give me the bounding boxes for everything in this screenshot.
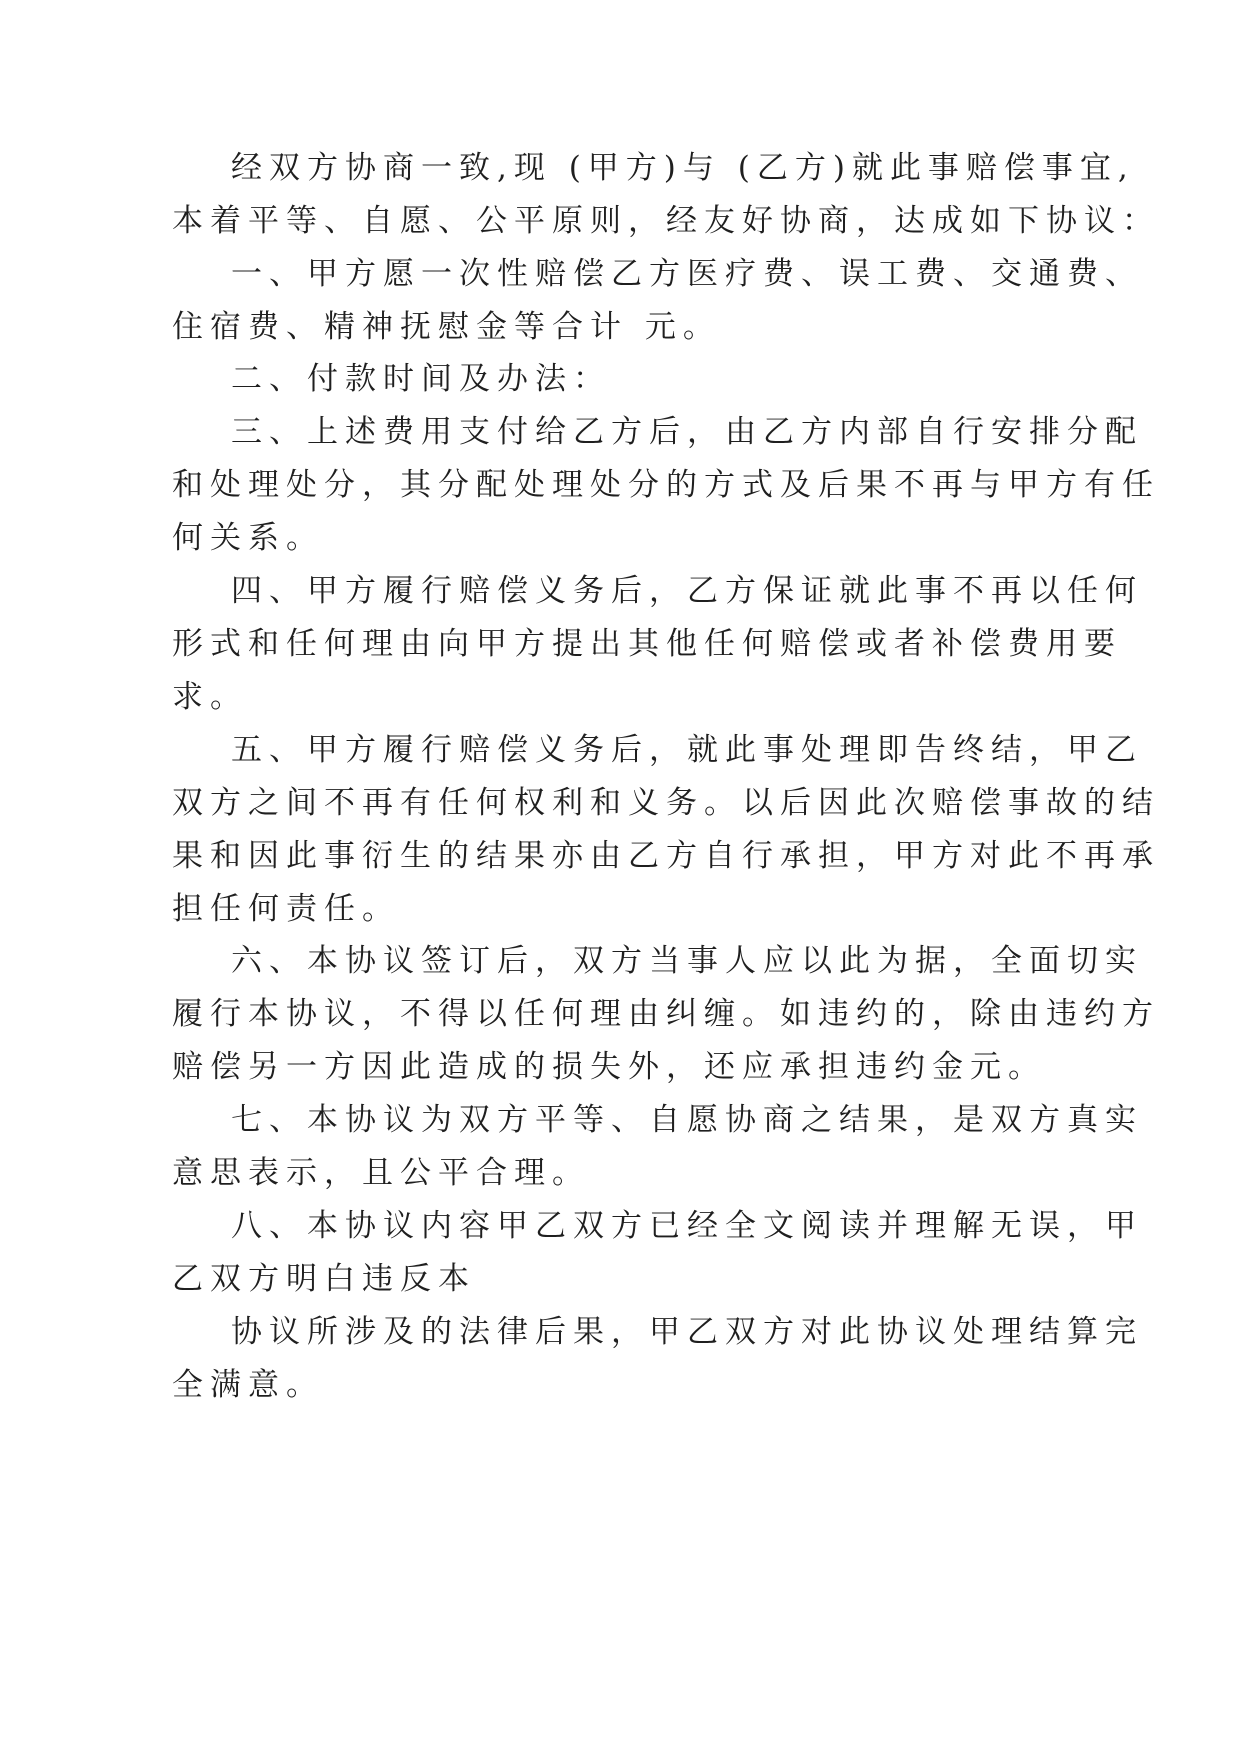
text-line: 何关系。: [172, 520, 324, 556]
text-line: 担任何责任。: [172, 891, 400, 927]
text-line: 和处理处分，其分配处理处分的方式及后果不再与甲方有任: [172, 467, 1160, 503]
text-line: 果和因此事衍生的结果亦由乙方自行承担，甲方对此不再承: [172, 838, 1160, 874]
text-line: 协议所涉及的法律后果，甲乙双方对此协议处理结算完: [231, 1314, 1143, 1350]
text-line: 住宿费、精神抚慰金等合计 元。: [172, 309, 721, 345]
text-line: 乙双方明白违反本: [172, 1261, 476, 1297]
text-line: 意思表示，且公平合理。: [172, 1155, 590, 1191]
text-line: 经双方协商一致,现 (甲方)与 (乙方)就此事赔偿事宜,: [231, 150, 1135, 186]
text-line: 双方之间不再有任何权利和义务。以后因此次赔偿事故的结: [172, 785, 1160, 821]
text-line: 求。: [172, 679, 248, 715]
text-line: 六、本协议签订后，双方当事人应以此为据，全面切实: [231, 943, 1143, 979]
text-line: 八、本协议内容甲乙双方已经全文阅读并理解无误，甲: [231, 1208, 1143, 1244]
text-line: 四、甲方履行赔偿义务后，乙方保证就此事不再以任何: [231, 573, 1143, 609]
text-line: 履行本协议，不得以任何理由纠缠。如违约的，除由违约方: [172, 996, 1160, 1032]
text-line: 七、本协议为双方平等、自愿协商之结果，是双方真实: [231, 1102, 1143, 1138]
text-line: 三、上述费用支付给乙方后，由乙方内部自行安排分配: [231, 414, 1143, 450]
text-line: 全满意。: [172, 1367, 324, 1403]
text-line: 一、甲方愿一次性赔偿乙方医疗费、误工费、交通费、: [231, 256, 1143, 292]
text-line: 形式和任何理由向甲方提出其他任何赔偿或者补偿费用要: [172, 626, 1122, 662]
text-line: 赔偿另一方因此造成的损失外，还应承担违约金元。: [172, 1049, 1046, 1085]
text-line: 五、甲方履行赔偿义务后，就此事处理即告终结，甲乙: [231, 732, 1143, 768]
text-line: 二、付款时间及办法：: [231, 361, 611, 397]
text-line: 本着平等、自愿、公平原则，经友好协商，达成如下协议：: [172, 203, 1160, 239]
